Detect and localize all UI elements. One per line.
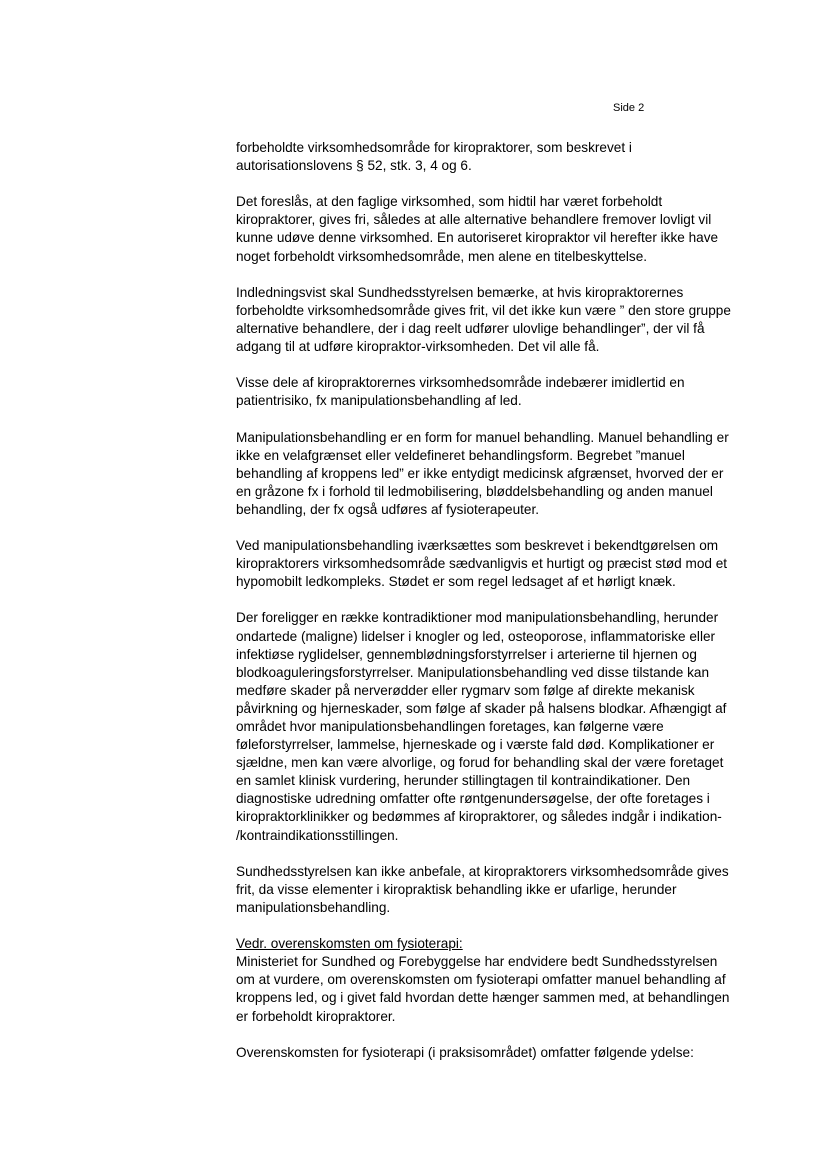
paragraph-8 bbox=[236, 863, 756, 917]
text-line: føleforstyrrelser, lammelse, hjerneskade og i værste fald død. Komplikationer er bbox=[236, 737, 715, 753]
text-line: en samlet klinisk vurdering, herunder stillingtagen til kontraindikationer. Den bbox=[236, 773, 691, 789]
text-line: alternative behandlere, der i dag reelt udfører ulovlige behandlinger”, der vil få bbox=[236, 320, 705, 336]
text-line: Ved manipulationsbehandling iværksættes som beskrevet i bekendtgørelsen om bbox=[236, 538, 719, 554]
paragraph-3 bbox=[236, 284, 756, 356]
section-fysioterapi bbox=[236, 935, 756, 1025]
page-number: Side 2 bbox=[613, 102, 645, 114]
text-line: behandling af kroppens led” er ikke entydigt medicinsk afgrænset, hvorved der er bbox=[236, 465, 724, 481]
text-line: frit, da visse elementer i kiropraktisk behandling ikke er ufarlige, herunder bbox=[236, 881, 677, 897]
text-line: ondartede (maligne) lidelser i knogler og led, osteoporose, inflammatoriske eller bbox=[236, 628, 716, 644]
section-heading: Vedr. overenskomsten om fysioterapi: bbox=[236, 936, 463, 952]
paragraph-4 bbox=[236, 374, 756, 410]
text-line: Der foreligger en række kontradiktioner mod manipulationsbehandling, herunder bbox=[236, 610, 719, 626]
text-line: forbeholdte virksomhedsområde gives frit, vil det ikke kun være ” den store gruppe bbox=[236, 302, 731, 318]
paragraph-5 bbox=[236, 429, 756, 519]
text-line: infektiøse ryglidelser, gennemblødningsforstyrrelser i arterierne til hjernen og bbox=[236, 646, 697, 662]
paragraph-6 bbox=[236, 537, 756, 591]
text-line: adgang til at udføre kiropraktor-virksomheden. Det vil alle få. bbox=[236, 339, 600, 355]
paragraph-1 bbox=[236, 139, 756, 175]
text-line: kiropraktorer, gives fri, således at alle alternative behandlere fremover lovligt vil bbox=[236, 212, 712, 228]
document-body bbox=[236, 139, 756, 1062]
text-line: området hvor manipulationsbehandlingen foretages, kan følgerne være bbox=[236, 719, 664, 734]
text-line: forbeholdte virksomhedsområde for kiropraktorer, som beskrevet i bbox=[236, 140, 632, 155]
text-line: Det foreslås, at den faglige virksomhed, som hidtil har været forbeholdt bbox=[236, 194, 663, 210]
text-line: blodkoaguleringsforstyrrelser. Manipulationsbehandling ved disse tilstande kan bbox=[236, 664, 710, 680]
text-line: noget forbeholdt virksomhedsområde, men alene en titelbeskyttelse. bbox=[236, 248, 648, 264]
text-line: manipulationsbehandling. bbox=[236, 899, 391, 915]
text-line: autorisationslovens § 52, stk. 3, 4 og 6. bbox=[236, 158, 472, 174]
paragraph-7 bbox=[236, 609, 756, 844]
paragraph-final bbox=[236, 1044, 756, 1062]
text-line: Indledningsvist skal Sundhedsstyrelsen bemærke, at hvis kiropraktorernes bbox=[236, 284, 684, 300]
text-line: sjældne, men kan være alvorlige, og forud for behandling skal der være foretaget bbox=[236, 755, 724, 771]
text-line: diagnostiske udredning omfatter ofte røntgenundersøgelse, der ofte foretages i bbox=[236, 791, 710, 807]
text-line: Ministeriet for Sundhed og Forebyggelse har endvidere bedt Sundhedsstyrelsen bbox=[236, 954, 718, 970]
text-line: Sundhedsstyrelsen kan ikke anbefale, at kiropraktorers virksomhedsområde gives bbox=[236, 863, 729, 879]
text-line: ikke en velafgrænset eller veldefineret behandlingsform. Begrebet ”manuel bbox=[236, 447, 685, 463]
paragraph-2 bbox=[236, 193, 756, 265]
text-line: om at vurdere, om overenskomsten om fysioterapi omfatter manuel behandling af bbox=[236, 972, 726, 988]
text-line: kiropraktorklinikker og bedømmes af kiropraktorer, og således indgår i indikation- bbox=[236, 809, 722, 825]
text-line: hypomobilt ledkompleks. Stødet er som regel ledsaget af et hørligt knæk. bbox=[236, 574, 676, 590]
text-line: Visse dele af kiropraktorernes virksomhedsområde indebærer imidlertid en bbox=[236, 375, 685, 391]
text-line: behandling, der fx også udføres af fysioterapeuter. bbox=[236, 501, 540, 517]
text-line: kiropraktorers virksomhedsområde sædvanligvis et hurtigt og præcist stød mod et bbox=[236, 556, 728, 572]
text-line: en gråzone fx i forhold til ledmobilisering, bløddelsbehandling og anden manuel bbox=[236, 483, 713, 499]
text-line: kroppens led, og i givet fald hvordan dette hænger sammen med, at behandlingen bbox=[236, 990, 730, 1006]
text-line: kunne udøve denne virksomhed. En autoriseret kiropraktor vil herefter ikke have bbox=[236, 230, 719, 246]
text-line: Overenskomsten for fysioterapi (i praksisområdet) omfatter følgende ydelse: bbox=[236, 1044, 694, 1060]
text-line: påvirkning og hjerneskader, som følge af skader på halsens blodkar. Afhængigt af bbox=[236, 700, 727, 716]
text-line: /kontraindikationsstillingen. bbox=[236, 827, 399, 843]
text-line: patientrisiko, fx manipulationsbehandling af led. bbox=[236, 393, 522, 409]
text-line: medføre skader på nerverødder eller rygmarv som følge af direkte mekanisk bbox=[236, 682, 695, 698]
text-line: er forbeholdt kiropraktorer. bbox=[236, 1008, 396, 1024]
text-line: Manipulationsbehandling er en form for manuel behandling. Manuel behandling er bbox=[236, 429, 729, 445]
